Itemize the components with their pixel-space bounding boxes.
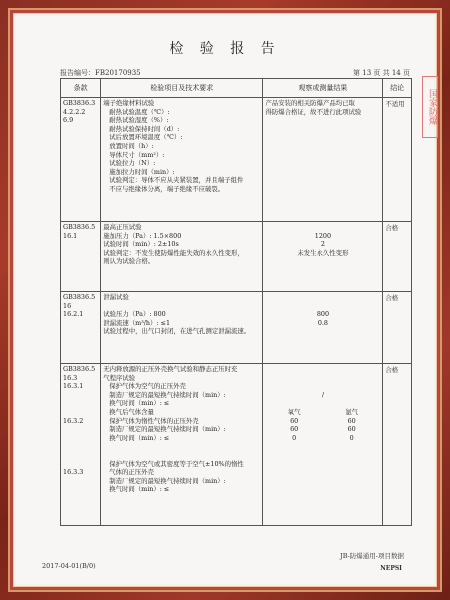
col-header-conclusion: 结论 xyxy=(383,79,412,98)
item-cell: 最高正压试验 施加压力（Pa）: 1.5×800 试验时间（min）: 2±10s 试验判定：不发生使防爆性能失效的永久性变形， 则认为试验合格。 xyxy=(101,222,263,292)
document-type: JB-防爆通用-项目数据 xyxy=(340,552,404,560)
page-title: 检 验 报 告 xyxy=(169,41,281,57)
conclusion-cell: 合格 xyxy=(383,364,412,526)
gas-value-row: 60 60 xyxy=(290,416,356,425)
conclusion-cell: 合格 xyxy=(383,222,412,292)
conclusion-cell: 不适用 xyxy=(383,98,412,222)
report-number: 报告编号：FB20170935 xyxy=(60,69,141,77)
gas-label-row: 氧气 氩气 xyxy=(287,407,359,416)
table-row xyxy=(61,98,412,222)
inspection-table xyxy=(60,78,412,526)
result-cell: 1200 2 未发生永久性变形 xyxy=(263,222,383,292)
clause-cell: GB3836.5 16.3 16.3.1 16.3.2 16.3.3 xyxy=(61,364,101,526)
gas-value-row: 60 60 xyxy=(290,425,356,434)
clause-cell: GB3836.5 16 16.2.1 xyxy=(61,292,101,364)
report-page xyxy=(16,16,437,584)
result-cell: 产品安装的相关防爆产品均已取 得防爆合格证，故不进行此项试验 xyxy=(263,98,383,222)
col-header-result: 观察或测量结果 xyxy=(263,79,383,98)
result-cell: 800 0.8 xyxy=(263,292,383,364)
item-cell: 无内释放源的正压外壳换气试验和静态正压时充 气程序试验 保护气体为空气的正压外壳 制造厂规定的最短换气持续时间（min）: 换气时间（min）: ≤ 换气后气体含量 保护气体为惰性气体的正压外壳 制造厂规定的最短换气持续时间（min）: 换气时间（min）: ≤ 保护气体为空气或其密度等于空气±10%的惰性 气体的正压外壳 制造厂规定的最短换气持续时间（min）: 换气时间（min）: ≤ xyxy=(101,364,263,526)
gas-value-row: 0 0 xyxy=(292,433,354,442)
table-header-row xyxy=(61,79,412,98)
result-cell xyxy=(263,364,383,526)
col-header-clause: 条款 xyxy=(61,79,101,98)
issue-date: 2017-04-01(B/0) xyxy=(42,562,96,570)
col-header-item: 检验项目及技术要求 xyxy=(101,79,263,98)
item-cell: 泄漏试验 试验压力（Pa）: 800 泄漏流速（m³/h）: ≤1 试验过程中，出气口封闭，在进气孔测定泄漏流速。 xyxy=(101,292,263,364)
conclusion-cell: 合格 xyxy=(383,292,412,364)
table-row xyxy=(61,292,412,364)
page-number: 第 13 页 共 14 页 xyxy=(353,69,410,77)
nepsi-logo: NEPSI xyxy=(380,565,402,572)
table-row xyxy=(61,364,412,526)
seal-stamp: 国家防爆 xyxy=(422,76,438,138)
item-cell: 端子绝缘材料试验 耐热试验温度（℃）: 耐热试验湿度（%）: 耐热试验保持时间（d）: 试后放置环境温度（℃）: 放置时间（h）: 导体尺寸（mm²）: 试验拉力（N）: 施加拉力时间（min）: 试验判定：导体不应从夹紧装置，并且端子组件 不应与绝缘体分离，端子绝缘不应破裂。 xyxy=(101,98,263,222)
clause-cell: GB3836.3 4.2.2.2 6.9 xyxy=(61,98,101,222)
table-row xyxy=(61,222,412,292)
clause-cell: GB3836.5 16.1 xyxy=(61,222,101,292)
slash-mark: / xyxy=(321,390,324,399)
